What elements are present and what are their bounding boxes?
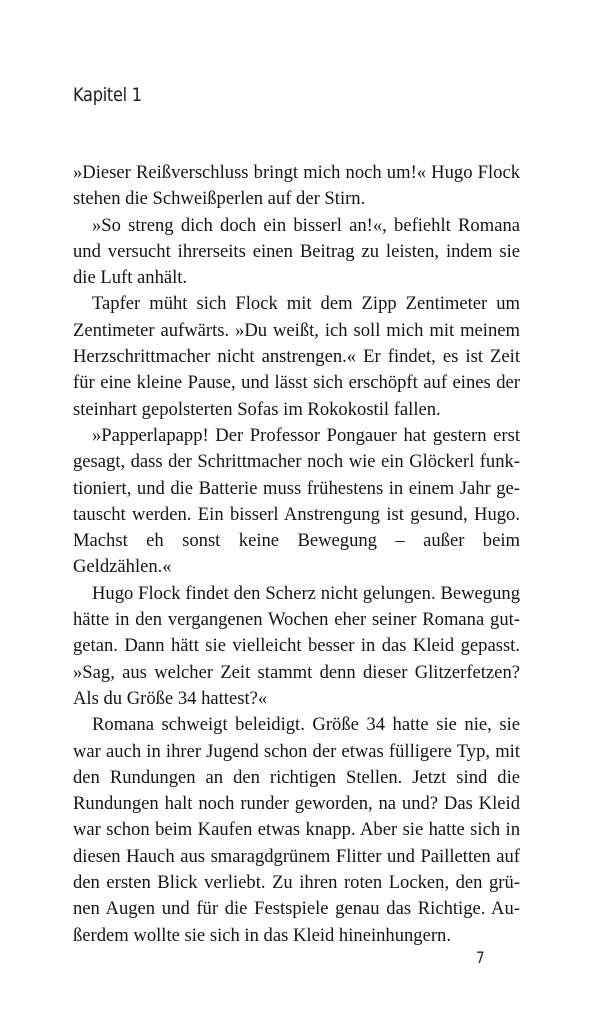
paragraph: Tapfer müht sich Flock mit dem Zipp Zentimeter um Zentimeter aufwärts. »Du weißt, ich soll mich mit meinem Herzschrittmacher nicht anstrengen.« Er findet, es ist Zeit für eine kleine Pause, und lässt sich erschöpft auf eines der steinhart gepolsterten Sofas im Rokokostil fallen.: [73, 293, 520, 420]
paragraph: »Papperlapapp! Der Professor Pongauer hat gestern erst gesagt, dass der Schrittmacher noch wie ein Glöckerl funktioniert, und die Batterie muss frühestens in einem Jahr getauscht werden. Ein bisserl Anstrengung ist gesund, Hugo. Machst eh sonst keine Bewegung – außer beim Geldzählen.«: [73, 424, 520, 578]
chapter-title: Kapitel 1: [73, 84, 142, 106]
paragraph: Romana schweigt beleidigt. Größe 34 hatte sie nie, sie war auch in ihrer Jugend schon der etwas fülligere Typ, mit den Rundungen an den richtigen Stellen. Jetzt sind die Rundungen halt noch runder geworden, na und? Das Kleid war schon beim Kaufen etwas knapp. Aber sie hatte sich in diesen Hauch aus smaragdgrünem Flitter und Pailletten auf den ersten Blick verliebt. Zu ihren roten Locken, den grünen Augen und für die Festspiele genau das Richtige. Außerdem wollte sie sich in das Kleid hineinhungern.: [73, 714, 520, 946]
paragraph: »So streng dich doch ein bisserl an!«, befiehlt Romana und versucht ihrerseits einen Beitrag zu leisten, indem sie die Luft anhält.: [73, 214, 520, 289]
page-number: 7: [476, 948, 485, 967]
paragraph: »Dieser Reißverschluss bringt mich noch um!« Hugo Flock stehen die Schweißperlen auf der Stirn.: [73, 162, 520, 210]
chapter-body: [73, 160, 520, 949]
paragraph: Hugo Flock findet den Scherz nicht gelungen. Bewegung hätte in den vergangenen Wochen eher seiner Romana gutgetan. Dann hätt sie vielleicht besser in das Kleid gepasst. »Sag, aus welcher Zeit stammt denn dieser Glitzerfetzen? Als du Größe 34 hattest?«: [73, 582, 520, 709]
